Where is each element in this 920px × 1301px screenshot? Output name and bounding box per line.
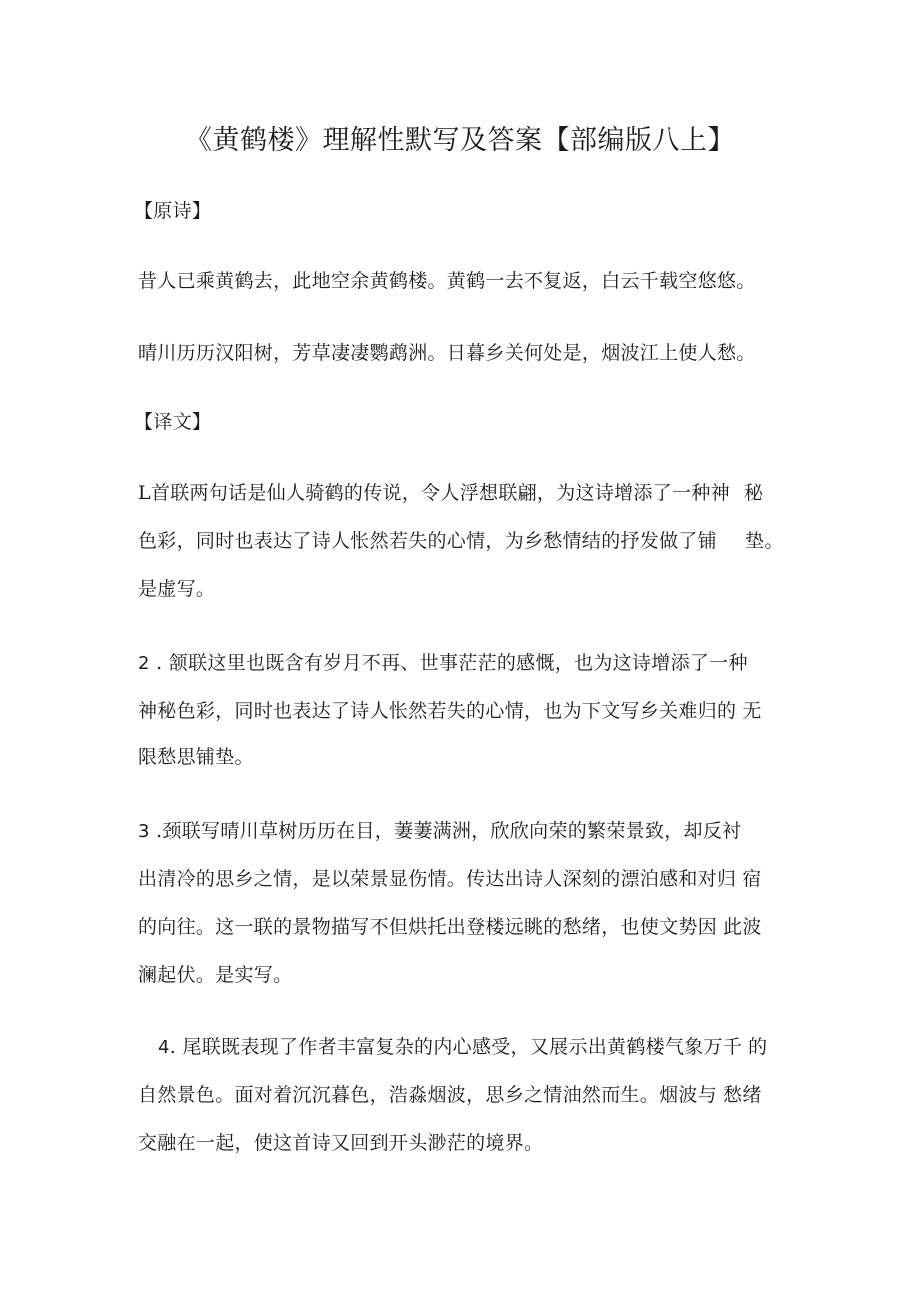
item-3-line-1 (138, 816, 741, 843)
item-4-text: 的 (748, 1036, 768, 1058)
item-3-text: 出清冷的思乡之情，是以荣景显伤情。传达出诗人深刻的漂泊感和对归 (138, 868, 737, 890)
item-3-line-3 (138, 912, 762, 939)
item-2-line-2 (138, 696, 762, 723)
item-4-text: 愁绪 (723, 1084, 762, 1106)
item-1-text: 秘 (743, 482, 764, 504)
item-2-line-3: 限愁思铺垫。 (138, 746, 254, 768)
item-3-line-2 (138, 864, 762, 891)
item-1-text: 色彩，同时也表达了诗人怅然若失的心情，为乡愁情结的抒发做了铺 (138, 530, 718, 552)
original-poem-heading: 【原诗】 (134, 200, 212, 222)
item-2-text: . 颔联这里也既含有岁月不再、世事茫茫的感慨，也为这诗增添了一种 (149, 652, 748, 674)
item-4-number: 4 (158, 1037, 170, 1058)
item-3-line-4: 澜起伏。是实写。 (138, 964, 293, 986)
item-1-text: 垫。 (745, 530, 784, 552)
item-1-line-3: 是虚写。 (138, 578, 216, 600)
item-2-line-1 (138, 648, 748, 675)
item-3-text: .颈联写晴川草树历历在目，萋萋满洲，欣欣向荣的繁荣景致，却反衬 (149, 820, 742, 842)
translation-heading: 【译文】 (134, 411, 212, 433)
item-3-text: 宿 (742, 868, 762, 890)
item-4-text: 自然景色。面对着沉沉暮色，浩淼烟波，思乡之情油然而生。烟波与 (138, 1084, 718, 1106)
item-3-text: 的向往。这一联的景物描写不但烘托出登楼远眺的愁绪，也使文势因 (138, 916, 718, 938)
item-1-line-1 (138, 478, 763, 505)
document-title: 《黄鹤楼》理解性默写及答案【部编版八上】 (185, 125, 735, 156)
poem-line-1: 昔人已乘黄鹤去，此地空余黄鹤楼。黄鹤一去不复返，白云千载空悠悠。 (138, 270, 756, 292)
item-2-text: 无 (742, 700, 762, 722)
item-2-number: 2 (138, 653, 150, 674)
item-4-line-1 (158, 1032, 767, 1059)
item-3-text: 此波 (723, 916, 762, 938)
item-4-line-3: 交融在一起，使这首诗又回到开头渺茫的境界。 (138, 1132, 544, 1154)
item-1-line-2 (138, 526, 784, 553)
item-1-text: L首联两句话是仙人骑鹤的传说，令人浮想联翩，为这诗增添了一种神 (138, 482, 730, 504)
item-3-number: 3 (138, 821, 150, 842)
item-4-text: . 尾联既表现了作者丰富复杂的内心感受，又展示出黄鹤楼气象万千 (169, 1036, 743, 1058)
poem-line-2: 晴川历历汉阳树，芳草凄凄鹦鹉洲。日暮乡关何处是，烟波江上使人愁。 (138, 342, 756, 364)
item-2-text: 神秘色彩，同时也表达了诗人怅然若失的心情，也为下文写乡关难归的 (138, 700, 737, 722)
item-4-line-2 (138, 1080, 762, 1107)
